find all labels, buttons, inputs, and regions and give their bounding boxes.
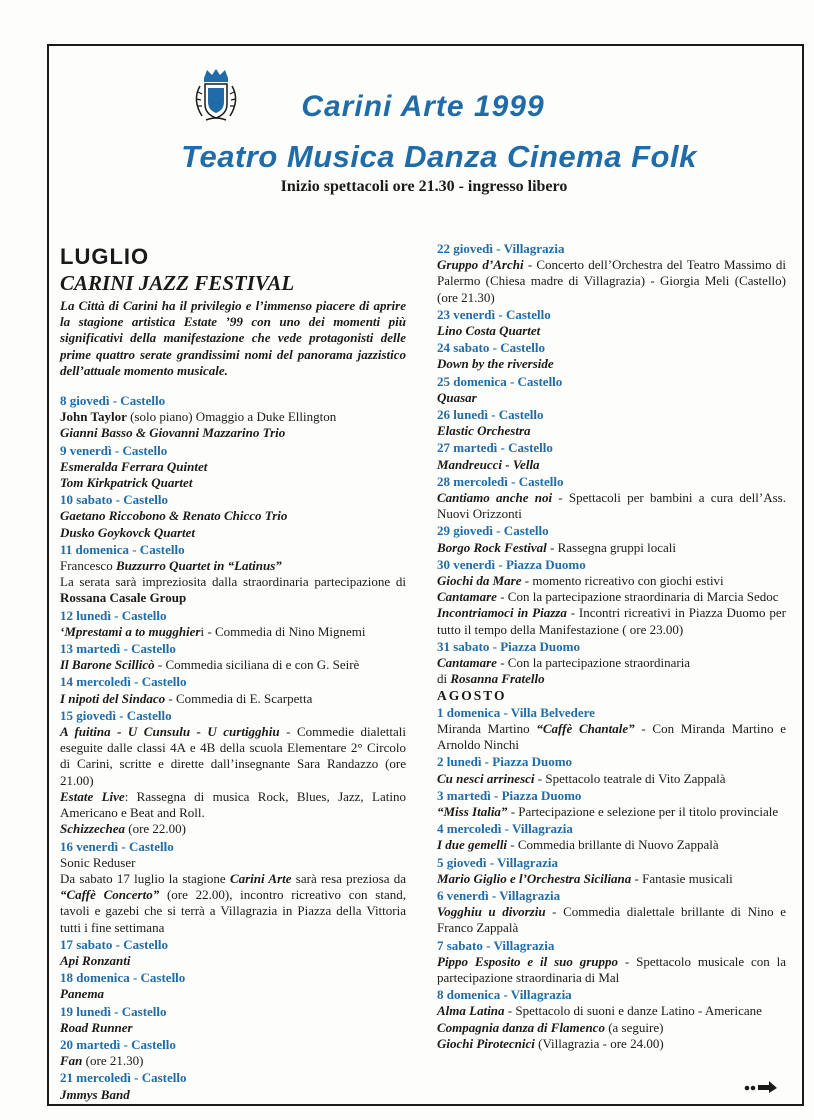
event-title: Cu nesci arrinesci (437, 770, 535, 786)
event-description: - Concerto dell’Orchestra del Teatro Massimo di Palermo (Chiesa madre di Villagrazia) - Giorgia Meli (Castello) (ore 21.30) (437, 257, 786, 305)
event-date: 30 venerdì - Piazza Duomo (437, 556, 586, 572)
event-description: - Con Miranda Martino e Arnoldo Ninchi (437, 720, 786, 753)
month-heading-july: LUGLIO (60, 244, 150, 269)
event-entry (437, 821, 786, 853)
event-title: Panema (60, 986, 105, 1002)
event-title: “Caffè Concerto” (60, 887, 160, 903)
event-title: Api Ronzanti (60, 952, 131, 968)
event-description: (ore 22.00) (125, 821, 187, 837)
event-entry (60, 1070, 406, 1102)
event-description: (Villagrazia - ore 24.00) (534, 1035, 664, 1051)
event-date: 25 domenica - Castello (437, 373, 563, 389)
event-entry (437, 440, 786, 472)
event-title: John Taylor (60, 409, 127, 425)
event-title: Gaetano Riccobono & Renato Chicco Trio (60, 508, 288, 524)
event-description: (a seguire) (604, 1019, 664, 1035)
right-column (437, 241, 786, 1053)
event-description: - momento ricreativo con giochi estivi (521, 573, 724, 589)
event-date: 22 giovedì - Villagrazia (437, 241, 565, 256)
event-title: I nipoti del Sindaco (60, 690, 166, 706)
event-description: - Con la partecipazione straordinaria di Marcia Sedoc (496, 589, 779, 605)
event-title: Down by the riverside (437, 356, 554, 372)
event-description: - Partecipazione e selezione per il titolo provinciale (507, 803, 779, 819)
event-title: Buzzurro Quartet in “Latinus” (115, 558, 282, 574)
event-title: Pippo Esposito e il suo gruppo (437, 953, 619, 969)
event-entry (437, 523, 786, 555)
event-entry (437, 557, 786, 638)
event-date: 1 domenica - Villa Belvedere (437, 704, 595, 720)
event-date: 11 domenica - Castello (60, 541, 185, 557)
festival-intro: La Città di Carini ha il privilegio e l’immenso piacere di aprire la stagione artistica Estate ’99 con uno dei momenti più significativi della manifestazione che vede protagonisti delle prime quattro serate grandissimi nomi del panorama jazzistico dell’attuale momento musicale. (60, 298, 406, 378)
event-description: - Spettacolo musicale con la partecipazione straordinaria di Mal (437, 953, 787, 985)
month-heading-august: AGOSTO (437, 688, 507, 704)
event-title: Cantiamo anche noi (437, 490, 553, 506)
event-title: Estate Live (60, 788, 125, 804)
event-title: “Miss Italia” (437, 803, 508, 819)
event-title: Fan (60, 1053, 83, 1069)
event-description: - Con la partecipazione straordinaria (496, 655, 691, 671)
event-description: sarà resa preziosa da (291, 870, 406, 886)
event-entry (437, 241, 786, 306)
event-guest: Rossana Casale Group (60, 590, 187, 606)
event-date: 13 martedì - Castello (60, 641, 176, 657)
event-entry (60, 608, 406, 640)
event-title: Jmmys Band (60, 1086, 130, 1102)
event-description: - Spettacoli per bambini a cura dell’Ass. Nuovi Orizzonti (437, 490, 786, 522)
event-entry (437, 474, 786, 523)
event-date: 3 martedì - Piazza Duomo (437, 787, 582, 803)
event-entry (60, 674, 406, 706)
event-entry (437, 788, 786, 820)
event-title: Incontriamoci in Piazza (437, 605, 567, 621)
event-date: 17 sabato - Castello (60, 936, 168, 952)
event-guest: Miranda Martino (437, 720, 537, 736)
event-date: 21 mercoledì - Castello (60, 1070, 187, 1086)
event-title: Mario Giglio e l’Orchestra Siciliana (437, 870, 632, 886)
event-date: 26 lunedì - Castello (437, 407, 544, 423)
event-title: Vogghiu u divorziu (437, 904, 546, 920)
event-entry (437, 938, 786, 987)
event-date: 9 venerdì - Castello (60, 442, 168, 458)
event-date: 7 sabato - Villagrazia (437, 937, 555, 953)
event-date: 16 venerdì - Castello (60, 838, 174, 854)
event-description: - Spettacolo teatrale di Vito Zappalà (534, 770, 726, 786)
event-description: - Spettacolo di suoni e danze Latino - Americane (504, 1003, 762, 1019)
event-description: i - Commedia di Nino Mignemi (200, 623, 366, 639)
event-title: “Caffè Chantale” (536, 720, 635, 736)
event-title: Francesco (60, 558, 116, 574)
event-date: 14 mercoledì - Castello (60, 674, 187, 690)
show-info: Inizio spettacoli ore 21.30 - ingresso libero (280, 178, 568, 195)
event-date: 2 lunedì - Piazza Duomo (437, 754, 573, 770)
event-title: Alma Latina (437, 1003, 505, 1019)
event-date: 19 lunedì - Castello (60, 1003, 167, 1019)
event-description: La serata sarà impreziosita dalla straordinaria partecipazione di (60, 574, 406, 590)
event-date: 28 mercoledì - Castello (437, 473, 564, 489)
event-entry (60, 542, 406, 607)
event-title: Il Barone Scillicò (60, 657, 155, 673)
event-entry (60, 443, 406, 492)
event-description: - Commedia dialettale brillante di Nino e Franco Zappalà (437, 904, 786, 936)
event-description: Da sabato 17 luglio la stagione (60, 870, 230, 886)
event-date: 20 martedì - Castello (60, 1036, 176, 1052)
event-description: - Commedia brillante di Nuovo Zappalà (507, 837, 719, 853)
event-entry (437, 639, 786, 688)
page-title: Carini Arte 1999 (301, 90, 545, 123)
event-description: - Commedie dialettali eseguite dalle classi 4A e 4B della scuola Elementare 2° Circolo di Carini, scritte e dirette dall’insegnante Sara Randazzo (ore 21.00) (60, 724, 406, 788)
event-title: I due gemelli (437, 837, 508, 853)
event-date: 12 lunedì - Castello (60, 607, 167, 623)
event-entry (60, 1004, 406, 1036)
event-title: Mandreucci - Vella (437, 456, 540, 472)
event-description: : Rassegna di musica Rock, Blues, Jazz, Latino Americano e Beat and Roll. (60, 788, 406, 821)
event-title: Elastic Orchestra (437, 423, 531, 439)
event-date: 31 sabato - Piazza Duomo (437, 638, 580, 654)
event-description: (ore 21.30) (82, 1053, 144, 1069)
event-entry (437, 987, 786, 1052)
event-title: Carini Arte (229, 870, 292, 886)
event-title: Sonic Reduser (60, 854, 136, 870)
event-date: 10 sabato - Castello (60, 492, 168, 508)
event-entry (60, 970, 406, 1002)
event-entry (437, 754, 786, 786)
event-entry (437, 374, 786, 406)
event-entry (437, 855, 786, 887)
event-title: Lino Costa Quartet (437, 323, 541, 339)
event-entry (60, 393, 406, 442)
event-title: Dusko Goykovck Quartet (60, 524, 196, 540)
event-entry (60, 708, 406, 838)
event-date: 15 giovedì - Castello (60, 707, 172, 723)
event-date: 18 domenica - Castello (60, 970, 186, 986)
event-entry (60, 641, 406, 673)
event-date: 4 mercoledì - Villagrazia (437, 821, 573, 837)
event-date: 8 giovedì - Castello (60, 393, 166, 409)
event-entry (437, 407, 786, 439)
page-subtitle: Teatro Musica Danza Cinema Folk (181, 139, 697, 174)
event-description: (solo piano) Omaggio a Duke Ellington (126, 409, 337, 425)
event-title: Gianni Basso & Giovanni Mazzarino Trio (60, 425, 286, 441)
event-title: Compagnia danza di Flamenco (437, 1019, 605, 1035)
event-date: 24 sabato - Castello (437, 340, 545, 356)
event-description: - Commedia siciliana di e con G. Seirè (154, 657, 360, 673)
event-entry (60, 839, 406, 936)
event-title: Esmeralda Ferrara Quintet (60, 458, 208, 474)
event-description: - Incontri ricreativi in Piazza Duomo per tutto il tempo della Manifestazione ( ore 23.00) (437, 605, 787, 637)
event-title: Schizzechea (60, 821, 125, 837)
event-title: Giochi da Mare (437, 573, 522, 589)
event-date: 23 venerdì - Castello (437, 306, 551, 322)
festival-title: CARINI JAZZ FESTIVAL (60, 271, 295, 295)
event-title: Borgo Rock Festival (437, 539, 547, 555)
event-title: Giochi Pirotecnici (437, 1035, 535, 1051)
event-description: (ore 22.00), incontro ricreativo con stand, tavoli e gazebi che si terrà a Villagrazia in Piazza della Vittoria tutti i fine settimana (60, 887, 406, 935)
left-column (60, 244, 406, 1104)
event-title: Quasar (437, 389, 477, 405)
continue-arrow-icon (744, 1080, 778, 1094)
event-entry (60, 492, 406, 541)
event-title: A fuitina - U Cunsulu - U curtigghiu (60, 724, 280, 740)
event-entry (437, 307, 786, 339)
event-date: 5 giovedì - Villagrazia (437, 854, 558, 870)
event-entry (60, 937, 406, 969)
event-title: ‘Mprestami a to mugghier (60, 623, 201, 639)
event-title: Tom Kirkpatrick Quartet (60, 475, 193, 491)
event-description: - Fantasie musicali (631, 870, 733, 886)
event-date: 8 domenica - Villagrazia (437, 987, 572, 1003)
event-guest: Rosanna Fratello (450, 671, 545, 687)
event-description: - Commedia di E. Scarpetta (165, 690, 313, 706)
event-title: Gruppo d’Archi (437, 257, 524, 273)
event-description: - Rassegna gruppi locali (546, 539, 677, 555)
event-date: 29 giovedì - Castello (437, 523, 549, 539)
event-entry (437, 340, 786, 372)
event-description: di (437, 671, 451, 687)
event-date: 27 martedì - Castello (437, 440, 553, 456)
event-entry (437, 705, 786, 754)
event-title: Cantamare (437, 655, 497, 671)
event-title: Road Runner (60, 1019, 133, 1035)
event-date: 6 venerdì - Villagrazia (437, 887, 561, 903)
event-entry (60, 1037, 406, 1069)
event-entry (437, 888, 786, 937)
event-title: Cantamare (437, 589, 497, 605)
